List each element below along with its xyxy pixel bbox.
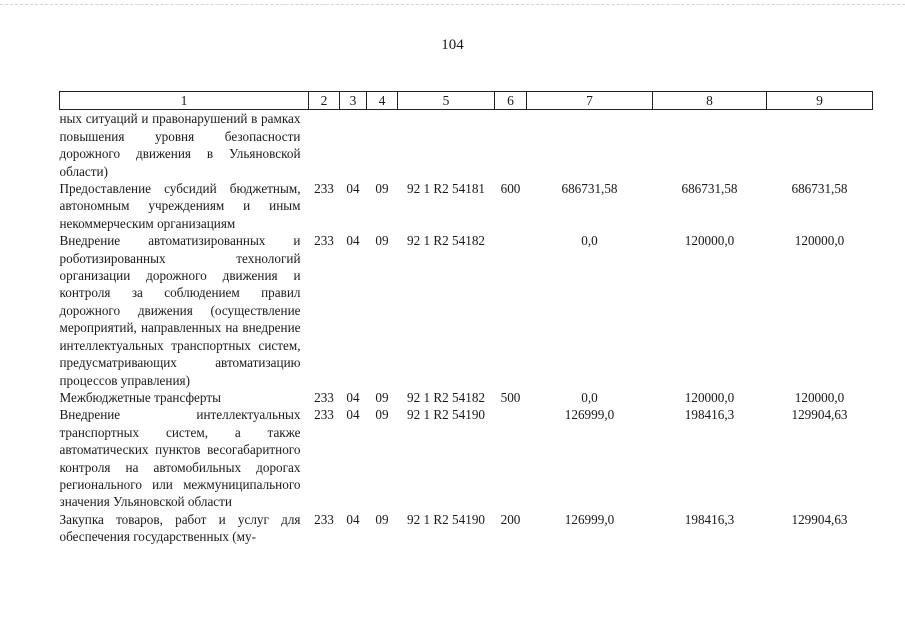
row-col-2: 233 — [314, 181, 334, 197]
row-col-4 — [367, 110, 398, 180]
row-col-5: 92 1 R2 54182 — [406, 389, 486, 405]
row-col-2 — [309, 110, 340, 180]
row-col-3: 04 — [346, 389, 360, 405]
header-row — [60, 92, 873, 110]
row-col-8: 686731,58 — [681, 181, 738, 197]
row-col-3: 04 — [346, 181, 360, 197]
header-col-9: 9 — [767, 92, 873, 110]
header-col-6: 6 — [495, 92, 527, 110]
table-row — [60, 406, 873, 510]
row-col-4: 09 — [375, 389, 389, 405]
table-row — [60, 511, 873, 546]
header-col-4: 4 — [367, 92, 398, 110]
header-col-1: 1 — [60, 92, 309, 110]
header-col-8: 8 — [653, 92, 767, 110]
row-col-9: 129904,63 — [791, 511, 848, 527]
table-row — [60, 180, 873, 232]
row-col-4: 09 — [375, 181, 389, 197]
row-col-7: 0,0 — [581, 233, 598, 249]
row-name: Внедрение интеллектуальных транспортных систем, а также автоматических пунктов весогабаритного контроля на автомобильных дорогах регионального или межмуниципального значения Ульяновской области — [59, 407, 301, 510]
row-col-7: 0,0 — [581, 389, 598, 405]
row-col-8: 198416,3 — [684, 511, 735, 527]
row-col-2: 233 — [314, 511, 334, 527]
row-col-9: 686731,58 — [791, 181, 848, 197]
row-col-5: 92 1 R2 54190 — [406, 511, 486, 527]
row-col-3: 04 — [346, 233, 360, 249]
row-col-9: 129904,63 — [791, 407, 848, 423]
row-col-7: 126999,0 — [564, 407, 615, 423]
row-col-3 — [340, 110, 367, 180]
row-col-7: 126999,0 — [564, 511, 615, 527]
table-row — [60, 389, 873, 406]
row-col-5: 92 1 R2 54182 — [406, 233, 486, 249]
header-col-5: 5 — [398, 92, 495, 110]
row-col-2: 233 — [314, 389, 334, 405]
row-col-7 — [527, 110, 653, 180]
row-col-6 — [495, 110, 527, 180]
budget-table — [59, 91, 873, 546]
row-col-8 — [653, 110, 767, 180]
row-col-3: 04 — [346, 407, 360, 423]
row-name: Внедрение автоматизированных и роботизированных технологий организации дорожного движения и контроля за соблюдением правил дорожного движения (осуществление мероприятий, направленных на внедрение интеллектуальных транспортных систем, предусматривающих автоматизацию процессов управления) — [59, 233, 301, 388]
table-row — [60, 232, 873, 389]
row-col-6: 200 — [500, 511, 521, 527]
row-col-6: 600 — [500, 181, 521, 197]
row-col-3: 04 — [346, 511, 360, 527]
row-col-2: 233 — [314, 233, 334, 249]
row-col-5 — [398, 110, 495, 180]
page-number: 104 — [441, 37, 464, 53]
row-name: Межбюджетные трансферты — [59, 389, 221, 405]
row-col-9: 120000,0 — [794, 389, 845, 405]
row-col-7: 686731,58 — [561, 181, 618, 197]
row-name: Предоставление субсидий бюджетным, автономным учреждениям и иным некоммерческим организациям — [59, 181, 301, 231]
row-col-4: 09 — [375, 511, 389, 527]
row-col-9 — [767, 110, 873, 180]
row-col-5: 92 1 R2 54190 — [406, 407, 486, 423]
row-col-6 — [495, 232, 527, 389]
scan-artifact-line — [0, 4, 905, 5]
row-col-5: 92 1 R2 54181 — [406, 181, 486, 197]
row-col-6 — [495, 406, 527, 510]
header-col-7: 7 — [527, 92, 653, 110]
header-col-3: 3 — [340, 92, 367, 110]
row-col-4: 09 — [375, 407, 389, 423]
row-col-8: 120000,0 — [684, 389, 735, 405]
table-row — [60, 110, 873, 180]
row-col-4: 09 — [375, 233, 389, 249]
row-col-6: 500 — [500, 389, 521, 405]
row-col-8: 198416,3 — [684, 407, 735, 423]
row-col-8: 120000,0 — [684, 233, 735, 249]
row-name: ных ситуаций и правонарушений в рамках повышения уровня безопасности дорожного движения в Ульяновской области) — [59, 111, 301, 179]
row-col-9: 120000,0 — [794, 233, 845, 249]
row-col-2: 233 — [314, 407, 334, 423]
row-name: Закупка товаров, работ и услуг для обеспечения государственных (му- — [59, 511, 301, 545]
header-col-2: 2 — [309, 92, 340, 110]
